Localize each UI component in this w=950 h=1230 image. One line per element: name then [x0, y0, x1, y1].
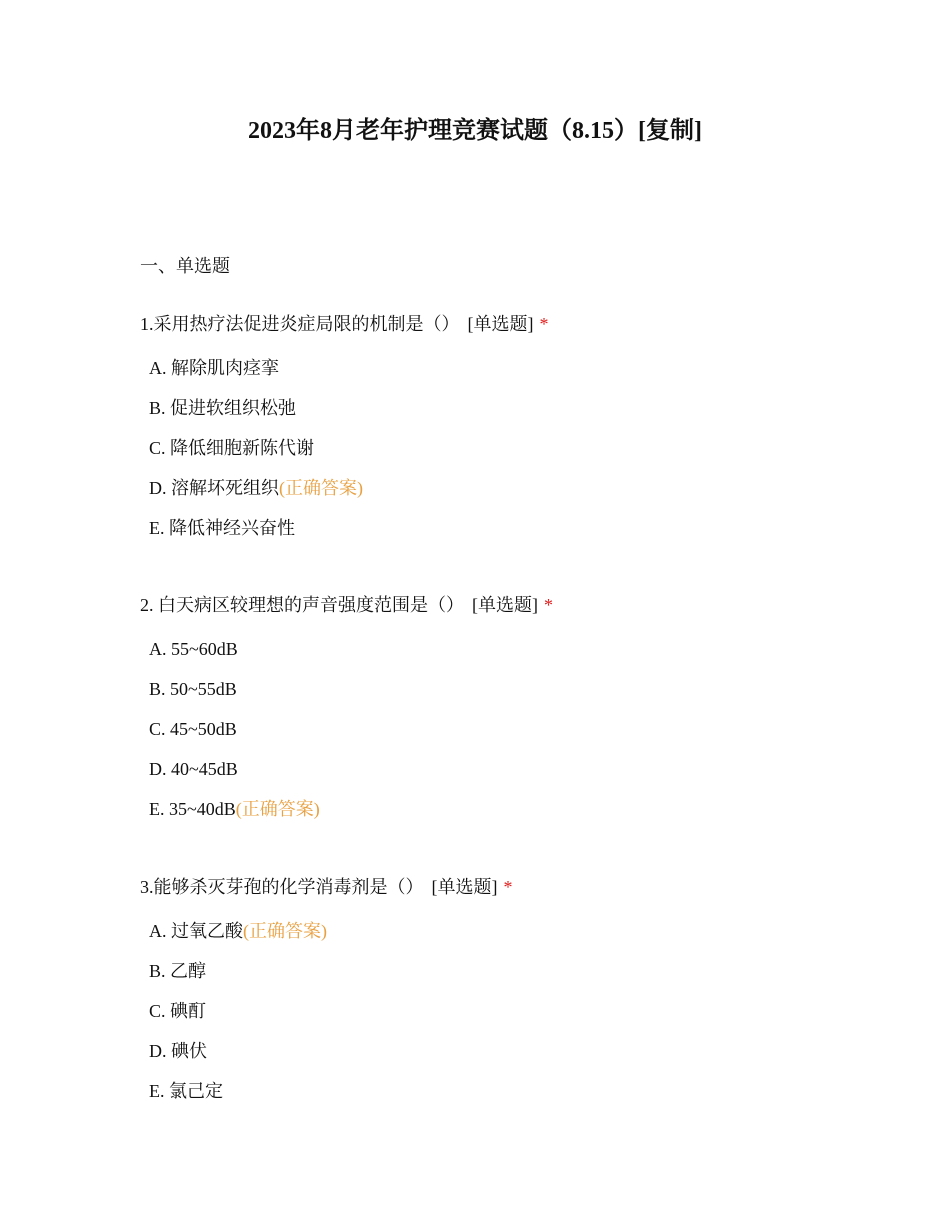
option-2e: [149, 797, 840, 821]
question-1-type-label: [单选题]: [467, 314, 534, 334]
question-2: [140, 593, 840, 837]
option-1c: [149, 436, 840, 460]
option-label: B. 乙醇: [149, 961, 207, 981]
option-label: D. 溶解坏死组织: [149, 478, 279, 498]
option-3d: [149, 1039, 840, 1063]
option-2c: [149, 717, 840, 741]
option-1a: [149, 356, 840, 380]
option-1b: [149, 396, 840, 420]
option-2b: [149, 677, 840, 701]
option-2d: [149, 757, 840, 781]
question-1-options: [140, 356, 840, 540]
correct-answer-tag: (正确答案): [243, 921, 327, 941]
option-label: C. 45~50dB: [149, 719, 237, 739]
option-label: B. 50~55dB: [149, 679, 237, 699]
option-label: A. 过氧乙酸: [149, 921, 243, 941]
question-3-text: 3.能够杀灭芽孢的化学消毒剂是（）: [140, 877, 424, 897]
required-star: *: [539, 314, 549, 334]
option-label: D. 碘伏: [149, 1041, 207, 1061]
option-label: A. 解除肌肉痉挛: [149, 358, 279, 378]
question-2-title: [140, 593, 840, 617]
required-star: *: [503, 877, 513, 897]
option-3a: [149, 919, 840, 943]
option-label: C. 碘酊: [149, 1001, 207, 1021]
correct-answer-tag: (正确答案): [235, 799, 320, 819]
option-1e: [149, 516, 840, 540]
correct-answer-tag: (正确答案): [279, 478, 363, 498]
option-2a: [149, 637, 840, 661]
option-1d: [149, 476, 840, 500]
question-1-title: [140, 312, 840, 336]
option-label: E. 35~40dB: [149, 799, 236, 819]
option-label: C. 降低细胞新陈代谢: [149, 438, 315, 458]
question-1-text: 1.采用热疗法促进炎症局限的机制是（）: [140, 314, 460, 334]
option-label: A. 55~60dB: [149, 639, 238, 659]
question-2-type-label: [单选题]: [472, 595, 538, 615]
option-3e: [149, 1079, 840, 1103]
question-1: [140, 312, 840, 556]
page-title: 2023年8月老年护理竞赛试题（8.15）[复制]: [248, 118, 702, 144]
question-3: [140, 875, 840, 1119]
question-3-title: [140, 875, 840, 899]
option-label: D. 40~45dB: [149, 759, 238, 779]
question-2-options: [140, 637, 840, 821]
option-3b: [149, 959, 840, 983]
question-2-text: 2. 白天病区较理想的声音强度范围是（）: [140, 595, 464, 615]
question-3-type-label: [单选题]: [431, 877, 498, 897]
question-3-options: [140, 919, 840, 1103]
required-star: *: [544, 595, 553, 615]
option-3c: [149, 999, 840, 1023]
section-heading: 一、单选题: [140, 256, 230, 276]
option-label: B. 促进软组织松弛: [149, 398, 297, 418]
option-label: E. 降低神经兴奋性: [149, 518, 295, 538]
option-label: E. 氯己定: [149, 1081, 223, 1101]
